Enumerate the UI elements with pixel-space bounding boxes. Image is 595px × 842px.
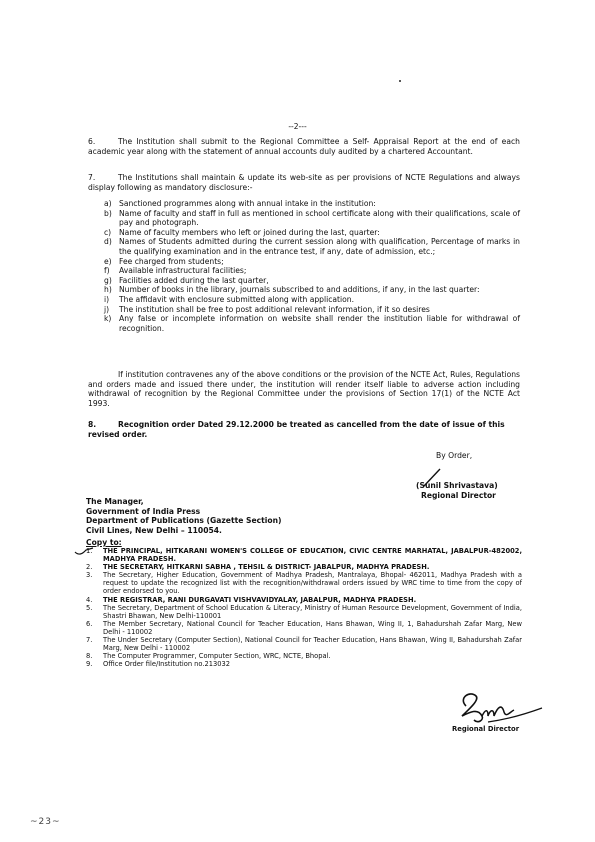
addressee-line: Government of India Press [86, 506, 201, 516]
copy-to-item [86, 604, 522, 620]
list-item-text: The institution shall be free to post additional relevant information, if it so desires [119, 304, 430, 314]
copy-to-item-text: The Computer Programmer, Computer Section, WRC, NCTE, Bhopal. [103, 652, 331, 661]
paragraph-number: 7. [88, 173, 96, 182]
copy-to-item-number: 6. [86, 619, 93, 628]
addressee-line: Civil Lines, New Delhi – 110054. [86, 525, 222, 535]
list-item-text: Facilities added during the last quarter, [119, 275, 269, 285]
list-item-marker: i) [104, 294, 110, 304]
list-item [104, 276, 520, 286]
list-item-marker: g) [104, 275, 112, 285]
signatory-name: (Sunil Shrivastava) [416, 481, 498, 490]
list-item-marker: f) [104, 266, 110, 276]
copy-to-item-number: 9. [86, 660, 93, 669]
copy-to-item-text: THE PRINCIPAL, HITKARANI WOMEN'S COLLEGE OF EDUCATION, CIVIC CENTRE MARHATAL, JABALPUR-482002, MADHYA PRADESH. [103, 547, 522, 564]
list-item-text: Available infrastructural facilities; [119, 266, 247, 276]
copy-to-item [86, 547, 522, 563]
paragraph-text: The Institution shall submit to the Regional Committee a Self- Appraisal Report at the end of each academic year along with the statement of annual accounts duly audited by a chartered Accountant. [88, 137, 520, 156]
addressee-line: Department of Publications (Gazette Section) [86, 516, 282, 526]
addressee-line: The Manager, [86, 497, 144, 506]
list-item-text: Number of books in the library, journals subscribed to and additions, if any, in the last quarter: [119, 285, 480, 295]
list-item [104, 314, 520, 333]
copy-to-item-text: THE REGISTRAR, RANI DURGAVATI VISHVAVIDYALAY, JABALPUR, MADHYA PRADESH. [103, 595, 417, 604]
list-item-marker: h) [104, 285, 112, 295]
list-item [104, 199, 520, 209]
paragraph-7 [88, 173, 520, 192]
paragraph-text: Recognition order Dated 29.12.2000 be treated as cancelled from the date of issue of this revised order. [88, 420, 505, 439]
page-number: --2--- [288, 122, 307, 131]
list-item-marker: b) [104, 208, 112, 218]
list-item [104, 266, 520, 276]
signatory-title: Regional Director [421, 491, 496, 500]
copy-to-item [86, 620, 522, 636]
copy-to-item-text: The Member Secretary, National Council for Teacher Education, Hans Bhawan, Wing II, 1, Bahadurshah Zafar Marg, New Delhi - 110002 [103, 619, 522, 636]
copy-to-item [86, 563, 522, 571]
list-item-marker: c) [104, 227, 112, 237]
mandatory-disclosure-list [104, 199, 520, 333]
copy-to-item-text: Office Order file/Institution no.213032 [103, 660, 231, 669]
list-item [104, 228, 520, 238]
copy-to-item [86, 571, 522, 595]
list-item [104, 305, 520, 315]
copy-to-item-number: 5. [86, 603, 93, 612]
list-item-text: Sanctioned programmes along with annual intake in the institution: [119, 199, 376, 208]
list-item-text: Names of Students admitted during the current session along with qualification, Percentage of marks in the qualifying examination and in the entrance test, if any, date of admission, etc.; [119, 237, 520, 256]
copy-to-item-number: 7. [86, 636, 93, 645]
copy-to-list [86, 547, 522, 668]
copy-to-item-number: 4. [86, 595, 93, 604]
by-order-label: By Order, [436, 451, 473, 460]
paragraph-text: The Institutions shall maintain & update its web-site as per provisions of NCTE Regulations and always display following as mandatory disclosure:- [88, 173, 520, 192]
page-stamp: ~23~ [30, 817, 61, 827]
copy-to-item [86, 652, 522, 660]
list-item [104, 285, 520, 295]
list-item-text: Fee charged from students; [119, 256, 224, 266]
list-item-marker: d) [104, 237, 112, 247]
copy-to-item [86, 636, 522, 652]
addressee-block [86, 497, 281, 535]
copy-to-item-number: 3. [86, 571, 93, 580]
copy-to-item [86, 660, 522, 668]
paragraph-number: 6. [88, 137, 96, 146]
paragraph-number: 8. [88, 420, 97, 429]
list-item-text: Any false or incomplete information on website shall render the institution liable for withdrawal of recognition. [119, 314, 520, 333]
list-item [104, 257, 520, 267]
list-item-text: Name of faculty members who left or joined during the last, quarter: [119, 227, 380, 237]
copy-to-item-number: 8. [86, 652, 93, 661]
paragraph-8 [88, 420, 520, 439]
list-item [104, 237, 520, 256]
copy-to-item-number: 2. [86, 563, 93, 572]
copy-to-item-text: The Under Secretary (Computer Section), National Council for Teacher Education, Hans Bhawan, Wing II, Bahadurshah Zafar Marg, New Delhi - 110002 [103, 636, 522, 653]
copy-to-item-text: The Secretary, Higher Education, Government of Madhya Pradesh, Mantralaya, Bhopal- 462011, Madhya Pradesh with a request to update the recognized list with the recognition/withdrawal orders issued by WRC time to time from the copy of order endorsed to you. [103, 571, 522, 596]
list-item-marker: e) [104, 256, 112, 266]
copy-to-item [86, 596, 522, 604]
copy-to-item-text: THE SECRETARY, HITKARNI SABHA , TEHSIL & DISTRICT- JABALPUR, MADHYA PRADESH. [103, 563, 430, 572]
contravention-paragraph: If institution contravenes any of the above conditions or the provision of the NCTE Act, Rules, Regulations and orders made and issued there under, the institution will render itself liable to adverse action including withdrawal of recognition by the Regional Committee under the provisions of Section 17(1) of the NCTE Act 1993. [88, 370, 520, 408]
list-item-text: Name of faculty and staff in full as mentioned in school certificate along with their qualifications, scale of pay and photograph. [119, 208, 520, 228]
list-item [104, 295, 520, 305]
bottom-signatory-title: Regional Director [452, 725, 520, 733]
copy-to-label: Copy to: [86, 538, 122, 547]
list-item-marker: j) [104, 304, 110, 314]
copy-to-item-text: The Secretary, Department of School Education & Literacy, Ministry of Human Resource Development, Government of India, Shastri Bhawan, New Delhi-110001 [103, 603, 522, 620]
list-item-text: The affidavit with enclosure submitted along with application. [119, 294, 354, 304]
paragraph-6 [88, 137, 520, 156]
copy-to-item-number: 1. [86, 547, 93, 555]
speck-mark [399, 80, 401, 82]
list-item-marker: k) [104, 314, 112, 324]
list-item [104, 209, 520, 228]
list-item-marker: a) [104, 199, 112, 208]
